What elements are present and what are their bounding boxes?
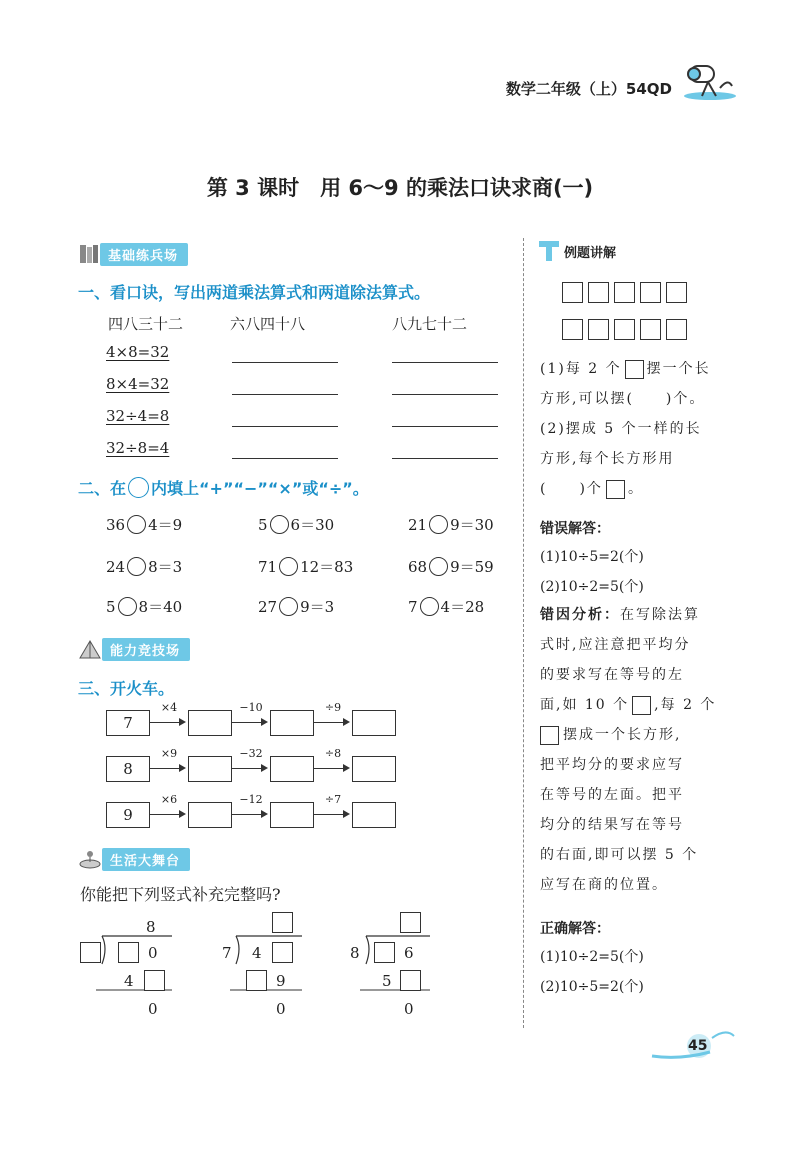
- train-start: 8: [106, 756, 150, 782]
- square-icon: [614, 319, 635, 340]
- section-banner-life: 生活大舞台: [78, 848, 190, 870]
- blank-box[interactable]: [374, 942, 395, 963]
- long-division-1: [76, 912, 186, 1022]
- digit: 0: [148, 1000, 158, 1018]
- digit: 0: [148, 944, 158, 962]
- square-icon: [640, 282, 661, 303]
- train-blank[interactable]: [352, 710, 396, 736]
- reason-text: 错因分析：在写除法算 式时,应注意把平均分 的要求写在等号的左 面,如 10 个 ,每 2 个 摆成一个长方形, 把平均分的要求应写 在等号的左面。把平 均分的结果写在等号 的右面,即可以摆 5 个 应写在商的位置。: [540, 607, 717, 893]
- train-blank[interactable]: [188, 756, 232, 782]
- arrow-icon: ÷7: [314, 802, 352, 826]
- answer-line: 8×4=32: [106, 375, 170, 393]
- square-icon: [606, 480, 625, 499]
- digit: 4: [252, 944, 262, 962]
- answer-blank[interactable]: [392, 394, 498, 395]
- answer-line: 4×8=32: [106, 343, 170, 361]
- square-icon: [562, 282, 583, 303]
- op-item: 21 9＝30: [408, 515, 494, 534]
- answer-blank[interactable]: [392, 426, 498, 427]
- square-icon: [540, 726, 559, 745]
- arrow-icon: −12: [232, 802, 270, 826]
- square-icon: [625, 360, 644, 379]
- square-icon: [588, 282, 609, 303]
- correct-answer: (2)10÷5=2(个): [540, 979, 644, 995]
- correct-answer: (1)10÷2=5(个): [540, 949, 644, 965]
- train-blank[interactable]: [270, 802, 314, 828]
- op-circle[interactable]: [279, 557, 298, 576]
- train-blank[interactable]: [352, 756, 396, 782]
- q4-prompt: 你能把下列竖式补充完整吗?: [80, 885, 281, 904]
- arrow-icon: −32: [232, 756, 270, 780]
- op-item: 27 9＝3: [258, 597, 335, 616]
- blank-box[interactable]: [272, 912, 293, 933]
- telescope-icon: [680, 58, 740, 102]
- train-row: [106, 793, 396, 828]
- stage-icon: [78, 848, 102, 870]
- quotient: 8: [146, 918, 156, 936]
- answer-blank[interactable]: [232, 362, 338, 363]
- op-item: 71 12＝83: [258, 557, 354, 576]
- header-title: 数学二年级（上）54QD: [505, 80, 672, 98]
- digit: 0: [404, 1000, 414, 1018]
- arrow-icon: −10: [232, 710, 270, 734]
- section-banner-ability: 能力竞技场: [78, 638, 190, 660]
- square-icon: [588, 319, 609, 340]
- answer-line: 32÷8=4: [106, 439, 170, 457]
- train-blank[interactable]: [270, 710, 314, 736]
- rhyme-1: 四八三十二: [108, 315, 184, 333]
- op-circle[interactable]: [429, 557, 448, 576]
- op-circle[interactable]: [127, 557, 146, 576]
- digit: 0: [276, 1000, 286, 1018]
- square-row: [562, 282, 687, 303]
- wrong-title: 错误解答：: [540, 521, 610, 537]
- op-circle[interactable]: [127, 515, 146, 534]
- train-start: 7: [106, 710, 150, 736]
- page-title: 第 3 课时 用 6～9 的乘法口诀求商(一): [206, 176, 594, 200]
- op-item: 5 6＝30: [258, 515, 335, 534]
- train-blank[interactable]: [188, 710, 232, 736]
- blank-box[interactable]: [246, 970, 267, 991]
- op-item: 5 8＝40: [106, 597, 183, 616]
- digit: 9: [276, 972, 286, 990]
- square-row: [562, 319, 687, 340]
- q2-prompt: 二、在 内填上“+”“−”“×”或“÷”。: [78, 479, 369, 498]
- op-circle[interactable]: [429, 515, 448, 534]
- books-icon: [78, 243, 100, 265]
- square-icon: [562, 319, 583, 340]
- blank-box[interactable]: [400, 970, 421, 991]
- rhyme-2: 六八四十八: [230, 315, 306, 333]
- square-icon: [614, 282, 635, 303]
- digit: 8: [350, 944, 360, 962]
- correct-title: 正确解答：: [540, 921, 610, 937]
- blank-box[interactable]: [400, 912, 421, 933]
- example-text: (1)每 2 个 摆一个长 方形,可以摆( )个。 (2)摆成 5 个一样的长 方形,每个长方形用 ( )个 。: [540, 361, 711, 497]
- rhyme-3: 八九七十二: [392, 315, 468, 333]
- digit: 6: [404, 944, 414, 962]
- op-item: 7 4＝28: [408, 597, 485, 616]
- digit: 7: [222, 944, 232, 962]
- arrow-icon: ×9: [150, 756, 188, 780]
- t-letter-icon: [538, 239, 560, 263]
- arrow-icon: ÷8: [314, 756, 352, 780]
- blank-box[interactable]: [80, 942, 101, 963]
- op-circle[interactable]: [420, 597, 439, 616]
- tent-icon: [78, 638, 102, 660]
- square-icon: [632, 696, 651, 715]
- q3-prompt: 三、开火车。: [78, 679, 175, 698]
- blank-box[interactable]: [272, 942, 293, 963]
- op-item: 36 4＝9: [106, 515, 183, 534]
- digit: 4: [124, 972, 134, 990]
- answer-blank[interactable]: [392, 362, 498, 363]
- page-number: 45: [688, 1038, 708, 1054]
- square-icon: [640, 319, 661, 340]
- train-blank[interactable]: [270, 756, 314, 782]
- wrong-answer: (2)10÷2=5(个): [540, 579, 644, 595]
- train-blank[interactable]: [188, 802, 232, 828]
- blank-box[interactable]: [144, 970, 165, 991]
- answer-blank[interactable]: [232, 458, 338, 459]
- train-row: [106, 747, 396, 782]
- train-blank[interactable]: [352, 802, 396, 828]
- arrow-icon: ÷9: [314, 710, 352, 734]
- q1-prompt: 一、看口诀，写出两道乘法算式和两道除法算式。: [78, 283, 431, 302]
- arrow-icon: ×4: [150, 710, 188, 734]
- digit: 5: [382, 972, 392, 990]
- op-item: 24 8＝3: [106, 557, 183, 576]
- square-icon: [666, 319, 687, 340]
- arrow-icon: ×6: [150, 802, 188, 826]
- blank-box[interactable]: [118, 942, 139, 963]
- column-divider: [523, 238, 524, 1028]
- train-row: [106, 701, 396, 736]
- section-banner-example: 例题讲解: [538, 240, 616, 262]
- answer-blank[interactable]: [232, 394, 338, 395]
- answer-blank[interactable]: [232, 426, 338, 427]
- answer-line: 32÷4=8: [106, 407, 170, 425]
- op-item: 68 9＝59: [408, 557, 494, 576]
- section-banner-basic: 基础练兵场: [78, 243, 188, 265]
- train-start: 9: [106, 802, 150, 828]
- wrong-answer: (1)10÷5=2(个): [540, 549, 644, 565]
- op-circle[interactable]: [279, 597, 298, 616]
- op-circle[interactable]: [118, 597, 137, 616]
- circle-icon: [128, 477, 149, 498]
- op-circle[interactable]: [270, 515, 289, 534]
- square-icon: [666, 282, 687, 303]
- answer-blank[interactable]: [392, 458, 498, 459]
